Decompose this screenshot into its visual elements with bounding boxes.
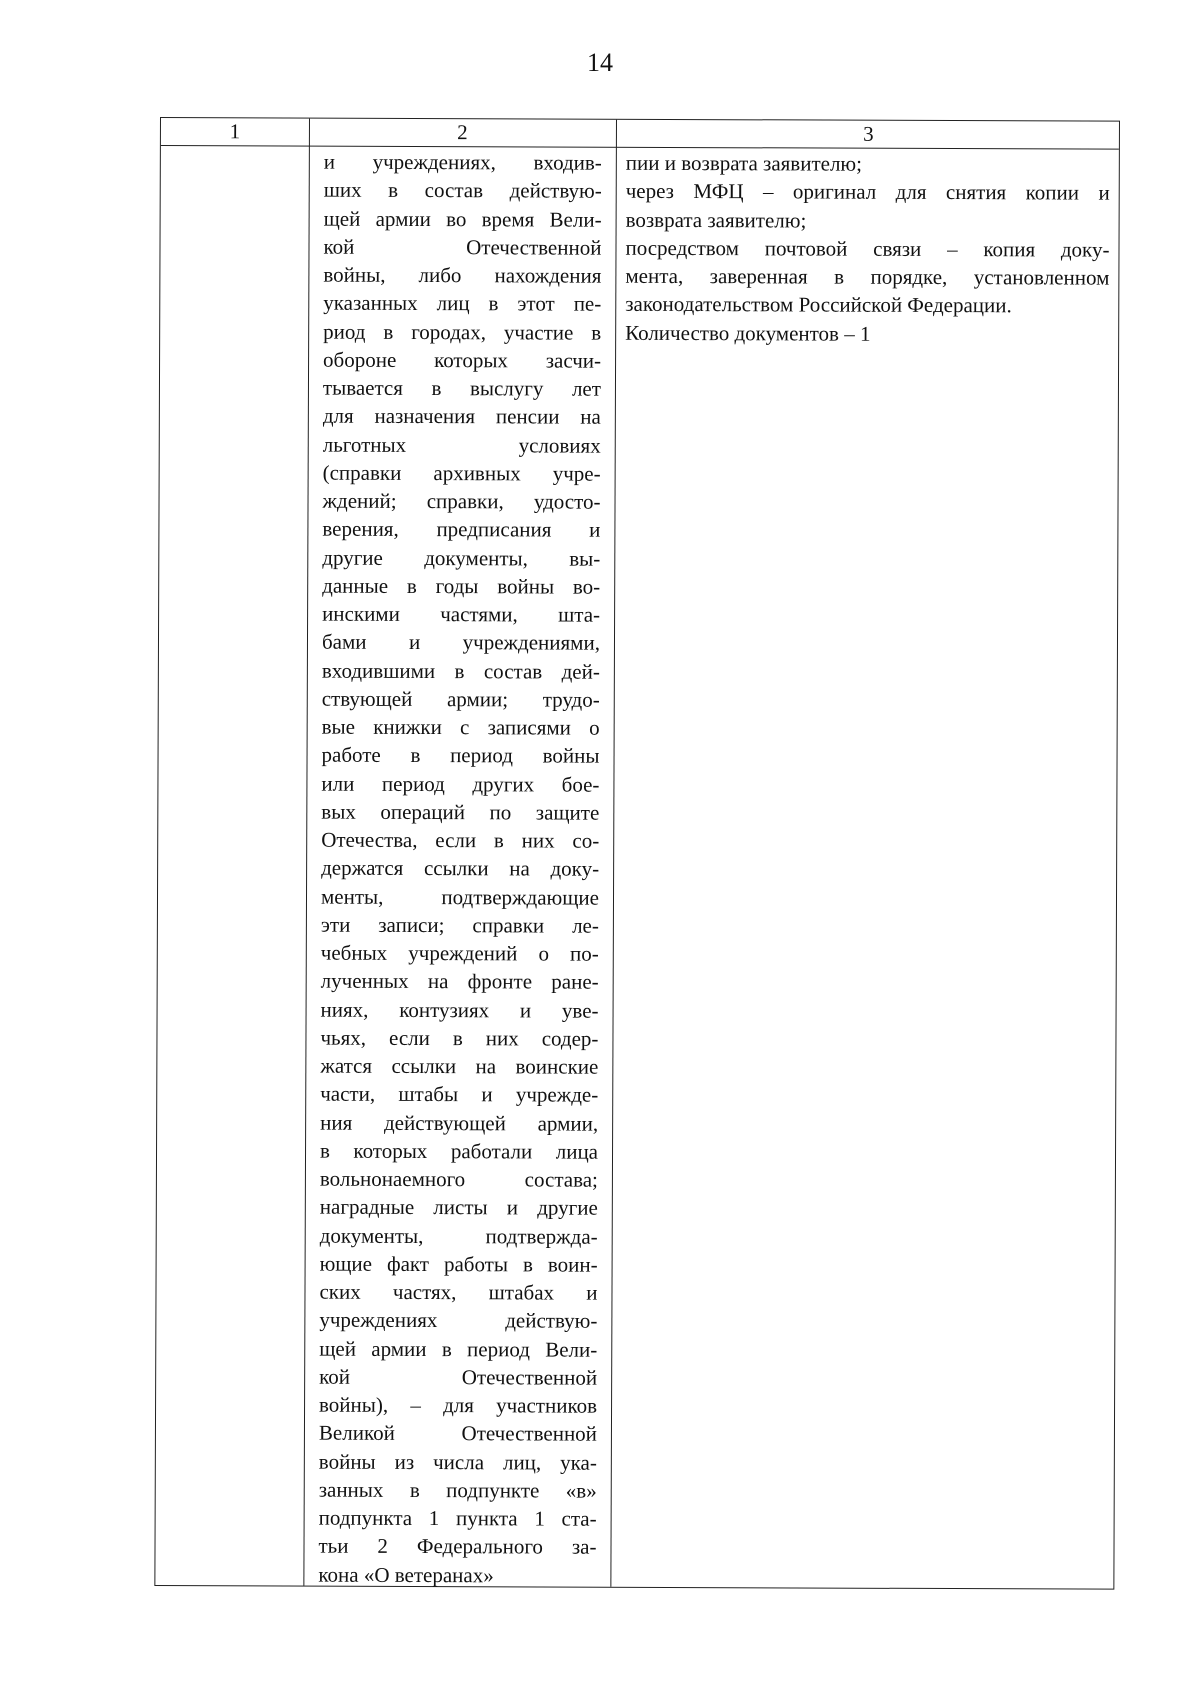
- column-2-line: учреждениях действую-: [319, 1307, 598, 1333]
- column-3-line: посредством почтовой связи – копия доку-: [625, 235, 1110, 262]
- column-3-text: [625, 149, 1110, 349]
- column-2-line: эти записи; справки ле-: [320, 912, 599, 938]
- column-2-line: и учреждениях, входив-: [323, 149, 602, 175]
- column-2-line: войны, либо нахождения: [323, 262, 602, 288]
- column-2-line: чебных учреждений о по-: [320, 940, 599, 966]
- column-2-line: менты, подтверждающие: [320, 884, 600, 910]
- column-divider-2: [610, 120, 617, 1587]
- column-2-line: ждений; справки, удосто-: [322, 488, 601, 514]
- column-2-line: вольнонаемного состава;: [319, 1166, 598, 1192]
- column-2-line: инскими частями, шта-: [322, 601, 601, 627]
- column-2-line: для назначения пенсии на: [322, 403, 601, 429]
- column-2-line: тывается в выслугу лет: [322, 375, 602, 401]
- column-2-line: тьи 2 Федерального за-: [318, 1533, 597, 1559]
- column-2-line: щей армии во время Вели-: [323, 206, 602, 232]
- column-2-line: кой Отечественной: [319, 1364, 598, 1390]
- column-2-line: подпункта 1 пункта 1 ста-: [318, 1505, 597, 1531]
- column-2-line: в которых работали лица: [319, 1138, 599, 1164]
- column-2-line: щей армии в период Вели-: [319, 1336, 598, 1362]
- column-2-line: документы, подтвержда-: [319, 1223, 598, 1249]
- column-header-3: 3: [863, 121, 874, 146]
- column-3-line: возврата заявителю;: [625, 207, 807, 232]
- column-2-line: занных в подпункте «в»: [318, 1477, 597, 1503]
- column-2-line: входившими в состав дей-: [321, 658, 600, 684]
- column-2-line: или период других бое-: [321, 771, 600, 797]
- column-2-line: держатся ссылки на доку-: [321, 855, 600, 881]
- column-2-line: данные в годы войны во-: [322, 573, 601, 599]
- column-3-line: пии и возврата заявителю;: [625, 150, 863, 176]
- column-2-line: верения, предписания и: [322, 516, 601, 542]
- column-2-line: Великой Отечественной: [318, 1420, 597, 1446]
- column-2-line: ских частях, штабах и: [319, 1279, 598, 1305]
- column-2-line: вые книжки с записями о: [321, 714, 600, 740]
- column-2-line: ших в состав действую-: [323, 177, 602, 203]
- page-number: 14: [587, 48, 613, 77]
- column-2-line: войны из числа лиц, ука-: [318, 1449, 597, 1475]
- column-2-line: другие документы, вы-: [322, 545, 601, 571]
- column-2-line: бами и учреждениями,: [321, 629, 601, 655]
- column-2-line: лученных на фронте ране-: [320, 968, 599, 994]
- column-2-line: риод в городах, участие в: [323, 319, 602, 345]
- column-2-line: льготных условиях: [322, 432, 601, 458]
- column-3-line: Количество документов – 1: [625, 320, 871, 346]
- column-2-line: обороне которых засчи-: [323, 347, 602, 373]
- column-2-line: ствующей армии; трудо-: [321, 686, 600, 712]
- column-3-line: через МФЦ – оригинал для снятия копии и: [625, 179, 1110, 205]
- column-2-line: наградные листы и другие: [319, 1194, 598, 1220]
- column-2-line: ниях, контузиях и уве-: [320, 997, 599, 1023]
- column-2-line: ющие факт работы в воин-: [319, 1251, 598, 1277]
- column-2-line: чьях, если в них содер-: [320, 1025, 599, 1051]
- column-2-line: кой Отечественной: [323, 234, 602, 260]
- column-2-line: (справки архивных учре-: [322, 460, 601, 486]
- column-2-line: Отечества, если в них со-: [321, 827, 600, 853]
- column-2-line: указанных лиц в этот пе-: [323, 290, 602, 316]
- column-2-line: вых операций по защите: [321, 799, 600, 825]
- column-2-line: жатся ссылки на воинские: [320, 1053, 599, 1079]
- column-2-line: части, штабы и учрежде-: [320, 1081, 599, 1107]
- document-table: [154, 117, 1120, 1590]
- column-2-line: ния действующей армии,: [320, 1110, 599, 1136]
- column-divider-1: [303, 119, 310, 1586]
- column-2-text: [318, 148, 602, 1590]
- column-header-2: 2: [457, 120, 468, 145]
- column-2-line: работе в период войны: [321, 742, 600, 768]
- column-2-line: кона «О ветеранах»: [318, 1562, 494, 1587]
- column-header-1: 1: [229, 119, 241, 144]
- column-3-line: мента, заверенная в порядке, установленном: [625, 263, 1110, 290]
- column-3-line: законодательством Российской Федерации.: [625, 292, 1012, 318]
- column-2-line: войны), – для участников: [319, 1392, 598, 1418]
